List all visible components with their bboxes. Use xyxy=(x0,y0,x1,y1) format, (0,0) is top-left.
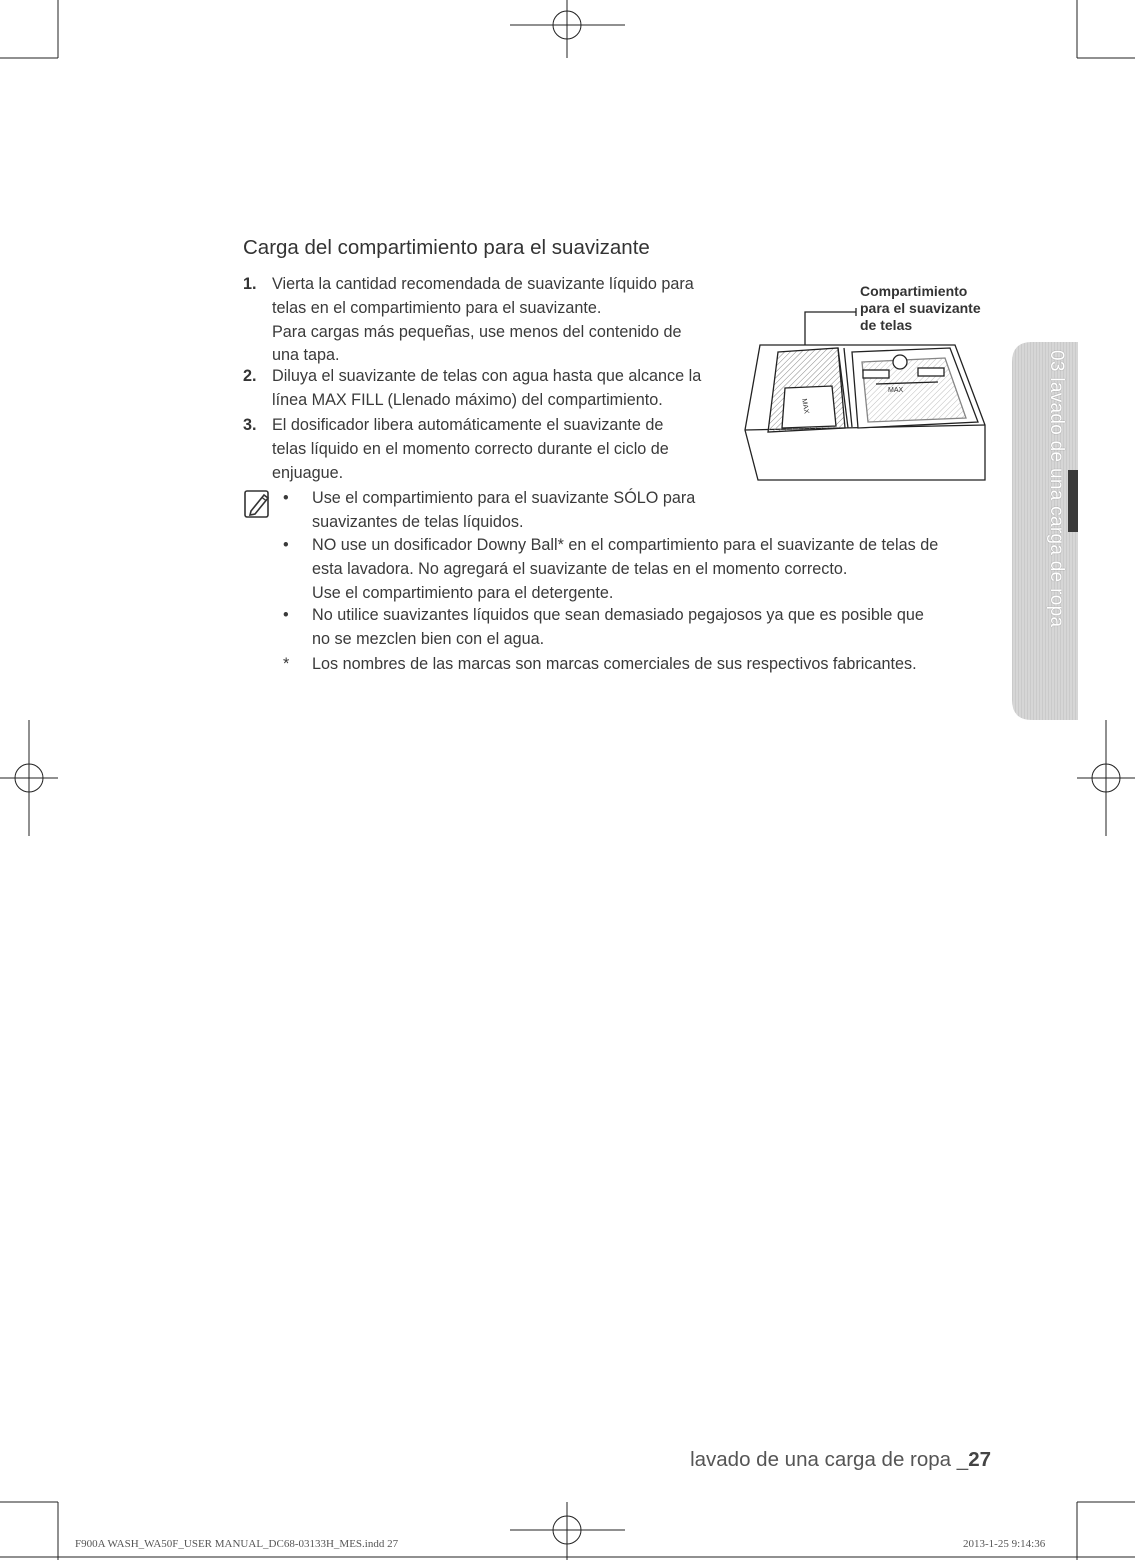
step-line: Diluya el suavizante de telas con agua hasta que alcance la xyxy=(272,367,702,385)
step-line: telas en el compartimiento para el suavizante. xyxy=(272,298,602,317)
note-text xyxy=(312,487,695,535)
max-fill-label: MAX xyxy=(888,387,904,394)
step-line: enjuague. xyxy=(272,463,344,482)
max-fill-label-softener: MAX xyxy=(800,398,810,415)
step-line: una tapa. xyxy=(272,346,340,365)
callout-line: para el suavizante xyxy=(860,300,981,316)
bullet-marker: • xyxy=(283,489,289,507)
step-line: Para cargas más pequeñas, use menos del contenido de xyxy=(272,322,682,341)
bullet-marker: • xyxy=(283,606,289,624)
step-text xyxy=(272,414,669,485)
step-line: línea MAX FILL (Llenado máximo) del compartimiento. xyxy=(272,390,663,409)
page-number: 27 xyxy=(968,1448,991,1471)
print-slug-date: 2013-1-25 9:14:36 xyxy=(963,1538,1046,1550)
chapter-tab-marker xyxy=(1068,470,1078,532)
step-text xyxy=(272,365,701,413)
print-slug-file: F900A WASH_WA50F_USER MANUAL_DC68-03133H_MES.indd 27 xyxy=(75,1538,399,1550)
step-number: 1. xyxy=(243,275,257,293)
page-footer xyxy=(690,1448,991,1472)
bullet-marker: * xyxy=(283,655,290,673)
chapter-tab-label: 03 lavado de una carga de ropa xyxy=(1046,350,1067,628)
callout-line: de telas xyxy=(860,317,913,333)
step-number: 3. xyxy=(243,416,257,434)
note-line: esta lavadora. No agregará el suavizante de telas en el momento correcto. xyxy=(312,559,848,578)
step-line: El dosificador libera automáticamente el suavizante de xyxy=(272,416,664,434)
note-text xyxy=(312,604,924,652)
note-line: Use el compartimiento para el suavizante SÓLO para xyxy=(312,489,696,507)
compartment-callout xyxy=(860,283,981,334)
callout-line: Compartimiento xyxy=(860,283,968,299)
note-text xyxy=(312,534,938,605)
step-number: 2. xyxy=(243,367,257,385)
note-line: No utilice suavizantes líquidos que sean demasiado pegajosos ya que es posible que xyxy=(312,606,924,624)
footer-text: lavado de una carga de ropa _ xyxy=(690,1448,969,1471)
step-line: telas líquido en el momento correcto durante el ciclo de xyxy=(272,439,669,458)
note-line: Los nombres de las marcas son marcas comerciales de sus respectivos fabricantes. xyxy=(312,655,917,673)
note-line: NO use un dosificador Downy Ball* en el compartimiento para el suavizante de telas de xyxy=(312,536,939,554)
note-line: Use el compartimiento para el detergente. xyxy=(312,583,614,602)
step-text xyxy=(272,273,694,368)
bullet-marker: • xyxy=(283,536,289,554)
step-line: Vierta la cantidad recomendada de suavizante líquido para xyxy=(272,275,694,293)
note-line: suavizantes de telas líquidos. xyxy=(312,512,524,531)
note-pencil-icon xyxy=(244,488,272,520)
note-line: no se mezclen bien con el agua. xyxy=(312,629,545,648)
section-title: Carga del compartimiento para el suavizante xyxy=(243,236,650,259)
note-text xyxy=(312,653,917,677)
